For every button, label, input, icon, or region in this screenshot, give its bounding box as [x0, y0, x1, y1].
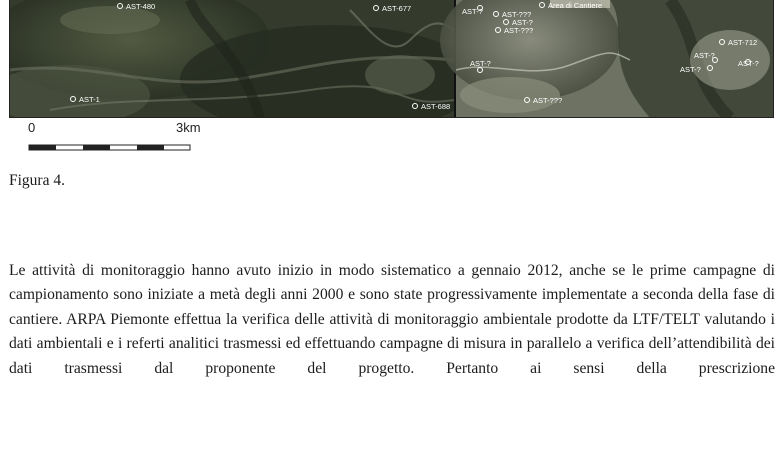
- map-label: AST-677: [382, 4, 412, 13]
- map-label: AST-???: [533, 96, 563, 105]
- map-label: AST-???: [504, 26, 534, 35]
- map-label: AST-?: [738, 59, 759, 68]
- map-label: AST-?: [694, 51, 715, 60]
- body-paragraph: Le attività di monitoraggio hanno avuto inizio in modo sistematico a gennaio 2012, anche se le prime campagne di campionamento sono iniziate a metà degli anni 2000 e sono state progressivamente implementate a seconda della fase di cantiere. ARPA Piemonte effettua la verifica delle attività di monitoraggio ambientale prodotte da LTF/TELT valutando i dati ambientali e i referti analitici trasmessi ed effettuando campagne di misura in parallelo a verifica dell’attendibilità dei dati trasmessi dal proponente del progetto. Pertanto ai sensi della prescrizione: [9, 262, 775, 377]
- map-label: AST-???: [502, 10, 532, 19]
- map-label: AST-?: [512, 18, 533, 27]
- map-label: AST-?: [462, 7, 483, 16]
- scale-bar-graphic: [28, 143, 192, 153]
- map-marker: [738, 59, 759, 68]
- map-label: AST-712: [728, 38, 758, 47]
- map-label: AST-480: [126, 2, 156, 11]
- map-marker: [462, 6, 483, 17]
- satellite-map: [9, 0, 774, 118]
- scale-end-label: 3km: [176, 120, 201, 135]
- map-label: AST-688: [421, 102, 451, 111]
- map-label: AST-?: [470, 59, 491, 68]
- map-marker: [540, 1, 603, 10]
- scale-start-label: 0: [28, 120, 36, 135]
- map-label: AST-1: [79, 95, 100, 104]
- map-scale-bar: [28, 120, 201, 156]
- map-label: Area di Cantiere: [548, 1, 603, 10]
- map-label: AST-?: [680, 65, 701, 74]
- satellite-map-image: [10, 0, 774, 118]
- figure-caption: Figura 4.: [9, 172, 65, 189]
